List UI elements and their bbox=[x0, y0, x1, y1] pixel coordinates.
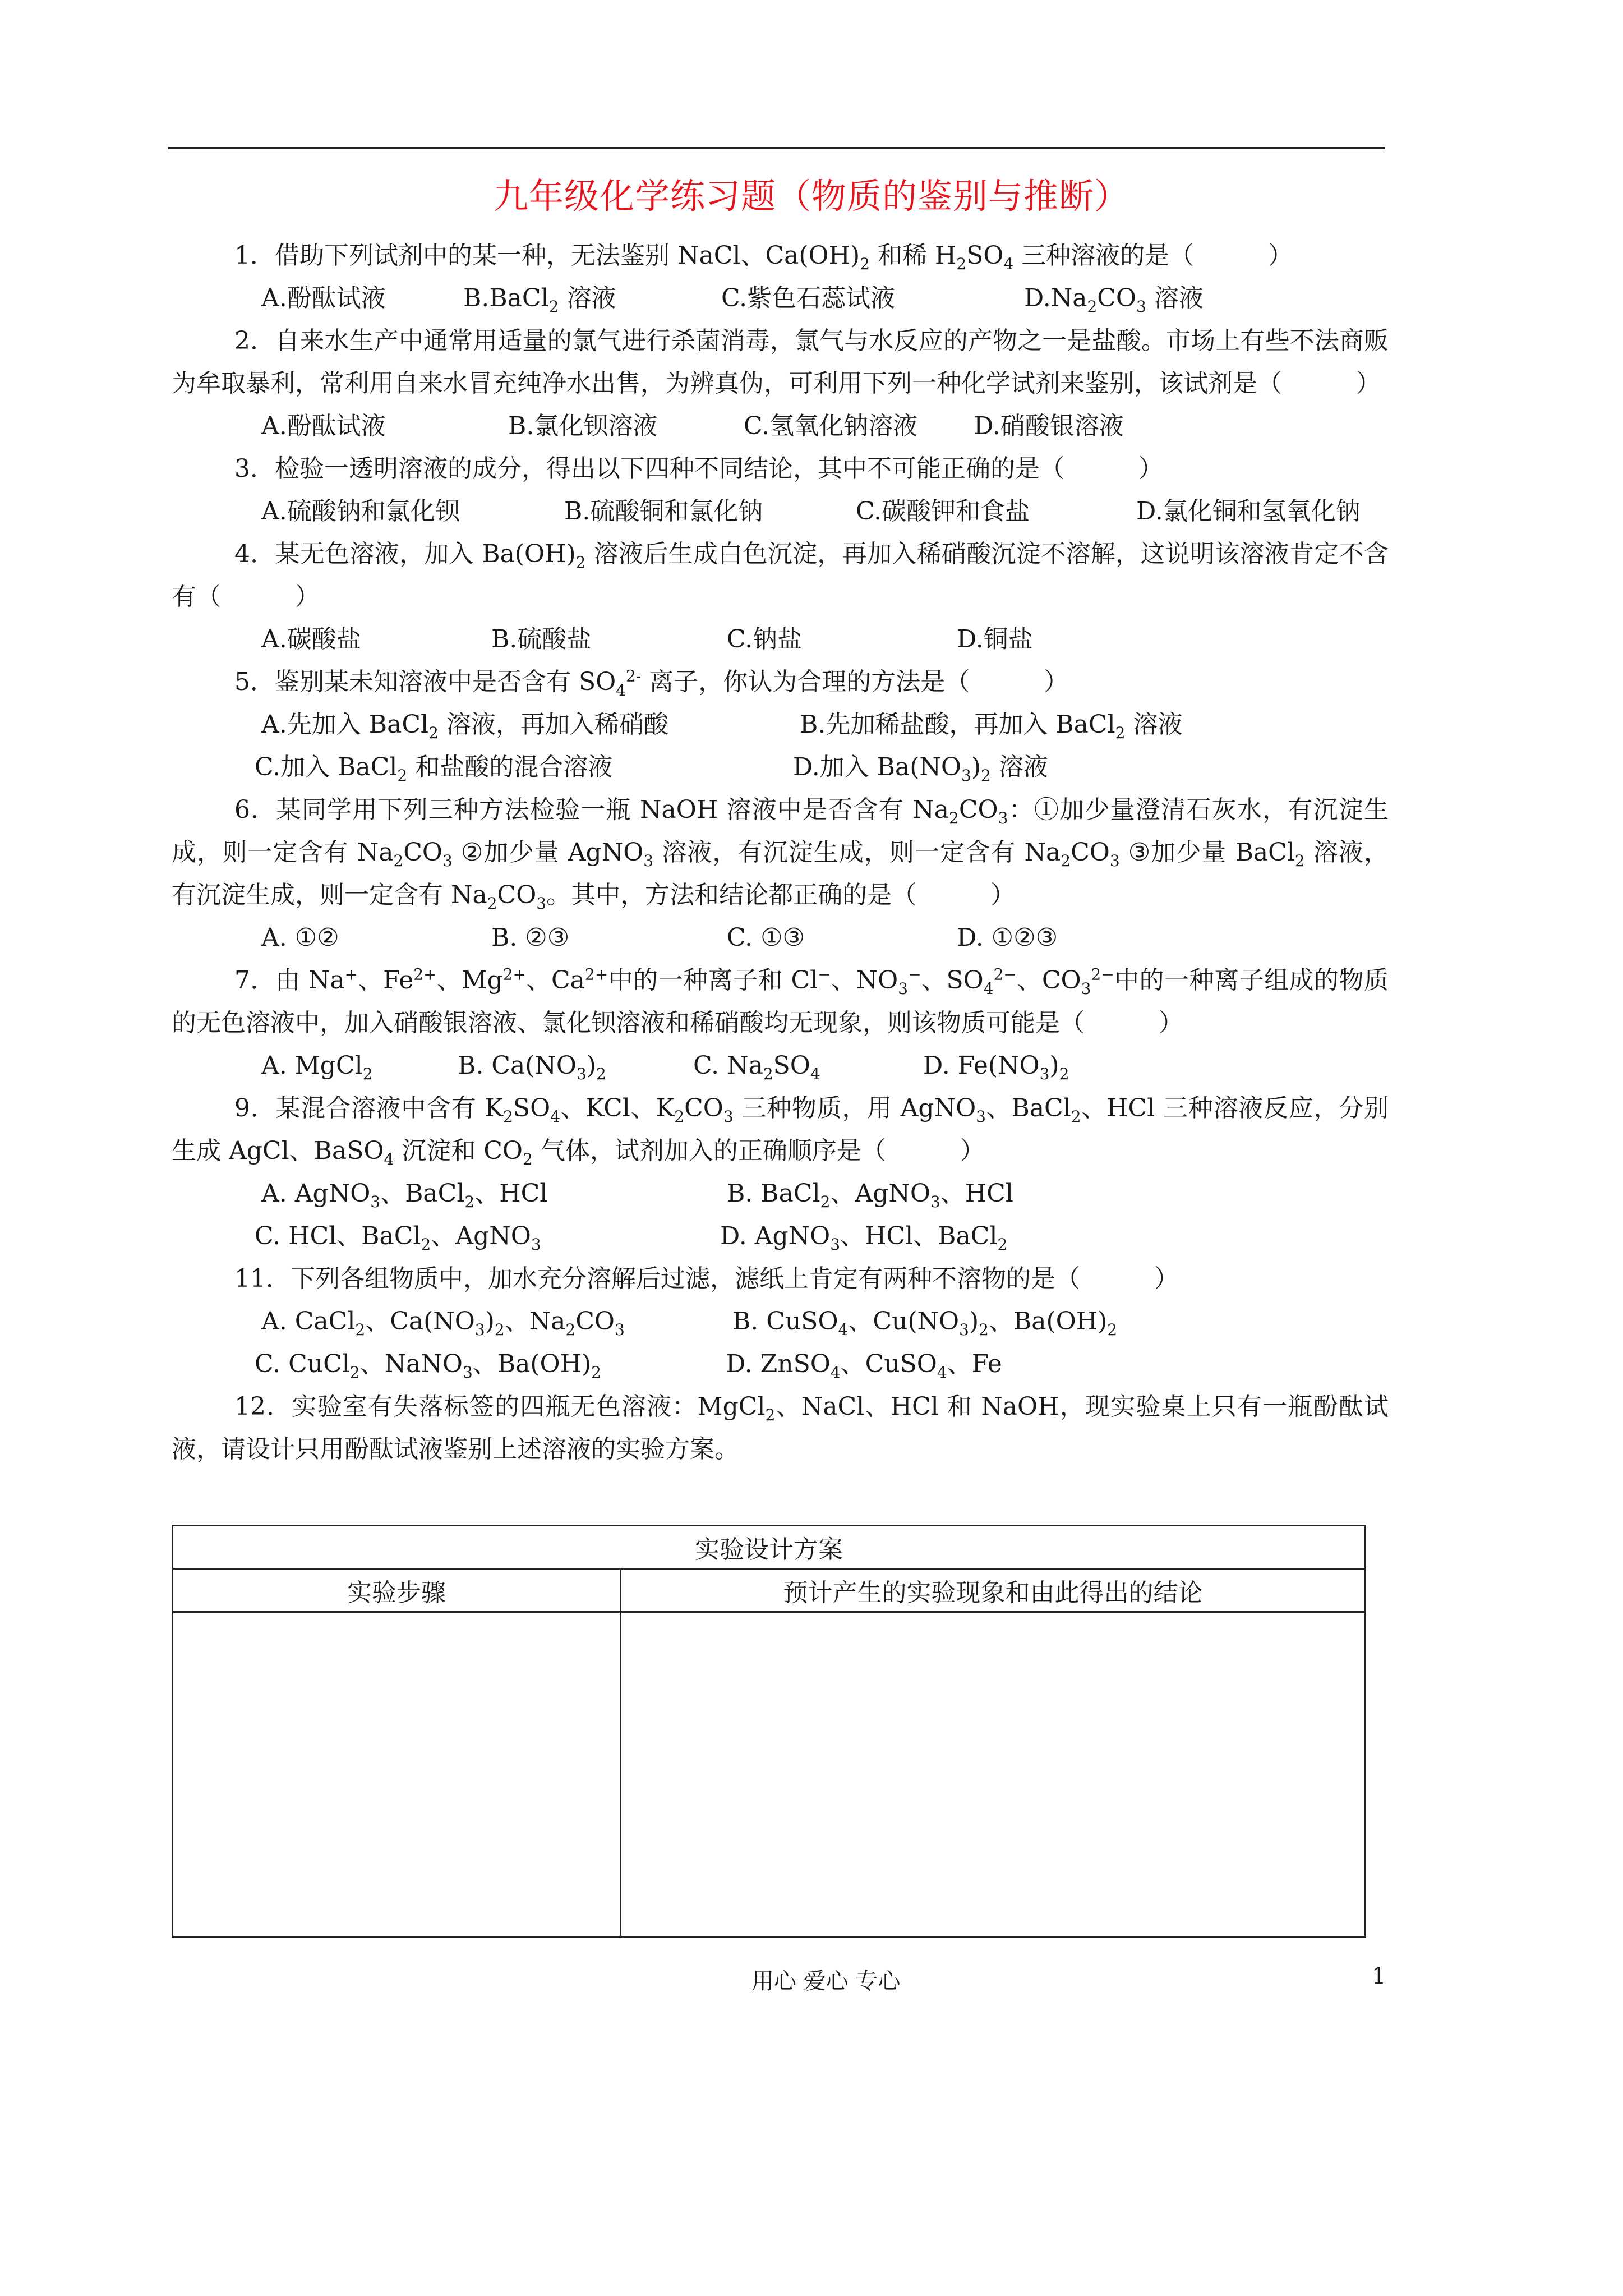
option-a: A. ①② bbox=[261, 923, 339, 952]
question-stem: 4．某无色溶液，加入 $Ba(OH)_2$ 溶液后生成白色沉淀，再加入稀硝酸沉淀不溶解，这说明该溶液肯定不含有（ ） bbox=[172, 540, 1389, 611]
option-d: D. ①②③ bbox=[957, 923, 1058, 952]
option-a: A.先加入 BaCl$_2$ 溶液，再加入稀硝酸 bbox=[261, 710, 668, 742]
results-answer-cell[interactable] bbox=[621, 1612, 1366, 1937]
option-d: D.硝酸银溶液 bbox=[974, 412, 1124, 440]
page-title: 九年级化学练习题（物质的鉴别与推断） bbox=[493, 176, 1129, 217]
header-rule bbox=[168, 147, 1385, 149]
option-a: A.酚酞试液 bbox=[261, 412, 386, 440]
option-b: B.氯化钡溶液 bbox=[508, 412, 658, 440]
question-stem: 9．某混合溶液中含有 $K_2SO_4$、KCl、$K_2CO_3$ 三种物质，用 AgNO$_3$、BaCl$_2$、HCl 三种溶液反应，分别生成 AgCl、BaSO$_4$ 沉淀和 $CO_2$ 气体，试剂加入的正确顺序是（ ） bbox=[172, 1094, 1389, 1168]
answer-options bbox=[172, 1215, 1389, 1258]
option-c: C.氢氧化钠溶液 bbox=[744, 412, 918, 440]
experiment-design-table bbox=[172, 1525, 1366, 1938]
question-stem: 1．借助下列试剂中的某一种，无法鉴别 NaCl、$Ca(OH)_2$ 和稀 $H_2SO_4$ 三种溶液的是（ ） bbox=[234, 241, 1293, 273]
footer-motto: 用心 爱心 专心 bbox=[751, 1968, 901, 1994]
page-number: 1 bbox=[1372, 1963, 1386, 1989]
option-d: D. $Fe(NO_3)_2$ bbox=[923, 1051, 1069, 1083]
option-c: C. CuCl$_2$、NaNO$_3$、$Ba(OH)_2$ bbox=[255, 1350, 601, 1382]
option-c: C.钠盐 bbox=[727, 625, 803, 654]
option-d: $D.Na_2CO_3$ 溶液 bbox=[1024, 284, 1204, 316]
option-b: B.先加稀盐酸，再加入 BaCl$_2$ 溶液 bbox=[800, 710, 1183, 742]
option-b: B. BaCl$_2$、AgNO$_3$、HCl bbox=[727, 1179, 1013, 1211]
answer-options bbox=[172, 1300, 1389, 1343]
option-c: C.紫色石蕊试液 bbox=[721, 284, 896, 312]
answer-options bbox=[172, 490, 1389, 533]
answer-options bbox=[172, 746, 1389, 789]
option-c: C. $Na_2SO_4$ bbox=[693, 1051, 820, 1083]
answer-options bbox=[172, 618, 1389, 661]
option-b: B.硫酸铜和氯化钠 bbox=[564, 497, 763, 526]
option-d: D.铜盐 bbox=[957, 625, 1033, 654]
option-c: C. HCl、BaCl$_2$、AgNO$_3$ bbox=[255, 1222, 541, 1254]
option-a: A.碳酸盐 bbox=[261, 625, 361, 654]
answer-options bbox=[172, 1172, 1389, 1215]
table-caption: 实验设计方案 bbox=[173, 1526, 1366, 1569]
option-a: A. MgCl$_2$ bbox=[261, 1051, 373, 1083]
option-b: B.硫酸盐 bbox=[491, 625, 592, 654]
answer-options bbox=[172, 703, 1389, 746]
option-d: D.加入 $Ba(NO_3)_2$ 溶液 bbox=[793, 753, 1048, 785]
option-a: A. AgNO$_3$、BaCl$_2$、HCl bbox=[261, 1179, 548, 1211]
option-c: C. ①③ bbox=[727, 923, 805, 952]
option-c: C.加入 BaCl$_2$ 和盐酸的混合溶液 bbox=[255, 753, 613, 785]
answer-options bbox=[172, 917, 1389, 959]
option-d: D. AgNO$_3$、HCl、BaCl$_2$ bbox=[720, 1222, 1008, 1254]
option-d: D. ZnSO$_4$、CuSO$_4$、Fe bbox=[726, 1350, 1002, 1382]
question-stem: 2．自来水生产中通常用适量的氯气进行杀菌消毒，氯气与水反应的产物之一是盐酸。市场上有些不法商贩为牟取暴利，常利用自来水冒充纯净水出售，为辨真伪，可利用下列一种化学试剂来鉴别，该试剂是（ ） bbox=[172, 326, 1389, 398]
option-c: C.碳酸钾和食盐 bbox=[856, 497, 1030, 526]
column-header-steps: 实验步骤 bbox=[173, 1569, 621, 1612]
question-stem: 3．检验一透明溶液的成分，得出以下四种不同结论，其中不可能正确的是（ ） bbox=[234, 454, 1163, 483]
option-a: A.硫酸钠和氯化钡 bbox=[261, 497, 460, 526]
answer-options bbox=[172, 277, 1389, 320]
answer-options bbox=[172, 405, 1389, 448]
column-header-results: 预计产生的实验现象和由此得出的结论 bbox=[621, 1569, 1366, 1612]
answer-options bbox=[172, 1343, 1389, 1386]
option-d: D.氯化铜和氢氧化钠 bbox=[1136, 497, 1361, 526]
answer-options bbox=[172, 1045, 1389, 1087]
option-a: A.酚酞试液 bbox=[261, 284, 386, 312]
option-b: B. ②③ bbox=[491, 923, 570, 952]
option-a: A. CaCl$_2$、$Ca(NO_3)_2$、$Na_2CO_3$ bbox=[261, 1307, 625, 1339]
option-b: B.BaCl$_2$ 溶液 bbox=[463, 284, 616, 316]
option-b: B. CuSO$_4$、$Cu(NO_3)_2$、$Ba(OH)_2$ bbox=[732, 1307, 1118, 1339]
option-b: B. $Ca(NO_3)_2$ bbox=[458, 1051, 606, 1083]
question-list bbox=[172, 234, 1389, 1471]
question-stem: 6．某同学用下列三种方法检验一瓶 NaOH 溶液中是否含有 $Na_2CO_3$：①加少量澄清石灰水，有沉淀生成，则一定含有 $Na_2CO_3$ ②加少量 AgNO$_3$ 溶液，有沉淀生成，则一定含有 $Na_2CO_3$ ③加少量 BaCl$_2$ 溶液，有沉淀生成，则一定含有 $Na_2CO_3$。其中，方法和结论都正确的是（ ） bbox=[172, 795, 1389, 913]
question-stem: 12．实验室有失落标签的四瓶无色溶液：MgCl$_2$、NaCl、HCl 和 NaOH，现实验桌上只有一瓶酚酞试液，请设计只用酚酞试液鉴别上述溶液的实验方案。 bbox=[172, 1392, 1389, 1464]
question-stem: 5．鉴别某未知溶液中是否含有 $SO_4^{2-}$ 离子，你认为合理的方法是（ ） bbox=[234, 666, 1069, 700]
steps-answer-cell[interactable] bbox=[173, 1612, 621, 1937]
question-stem: 11．下列各组物质中，加水充分溶解后过滤，滤纸上肯定有两种不溶物的是（ ） bbox=[234, 1264, 1179, 1293]
question-stem: 7．由 Na+、$Fe^{2+}$、$Mg^{2+}$、$Ca^{2+}$中的一种离子和 Cl−、$NO_3^-$、$SO_4^{2-}$、$CO_3^{2-}$中的一种离子组成的物质的无色溶液中，加入硝酸银溶液、氯化钡溶液和稀硝酸均无现象，则该物质可能是（ ） bbox=[172, 965, 1389, 1037]
